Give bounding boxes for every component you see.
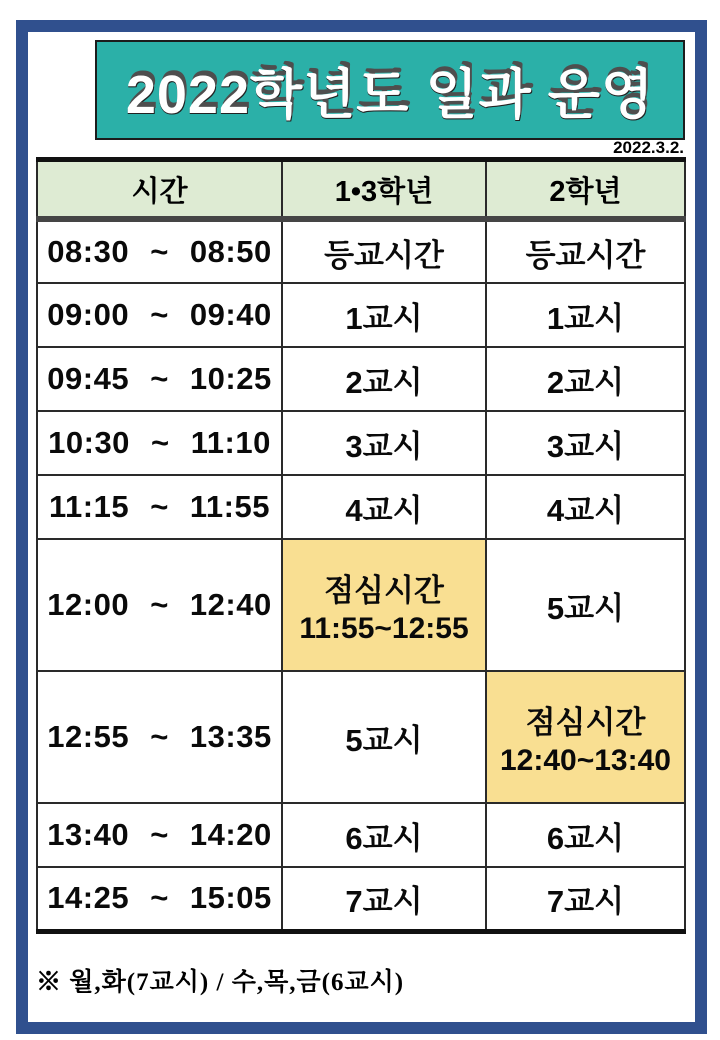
time-cell: 11:15 ~ 11:55	[37, 475, 282, 539]
page-content	[28, 32, 695, 1022]
page-border-frame	[16, 20, 707, 1034]
grade2-cell: 3교시	[486, 411, 685, 475]
grade2-cell: 등교시간	[486, 219, 685, 283]
time-cell: 10:30 ~ 11:10	[37, 411, 282, 475]
date-label: 2022.3.2.	[613, 138, 684, 157]
grade2-cell: 2교시	[486, 347, 685, 411]
grade13-cell: 7교시	[282, 867, 486, 931]
time-cell: 08:30 ~ 08:50	[37, 219, 282, 283]
table-row	[37, 803, 685, 867]
table-row	[37, 539, 685, 671]
lunch-time-range: 11:55~12:55	[299, 611, 469, 645]
lunch-label: 점심시간	[525, 704, 646, 740]
grade13-cell: 1교시	[282, 283, 486, 347]
table-row	[37, 283, 685, 347]
grade13-cell: 2교시	[282, 347, 486, 411]
time-cell: 09:00 ~ 09:40	[37, 283, 282, 347]
grade13-cell: 3교시	[282, 411, 486, 475]
lunch-label: 점심시간	[324, 572, 444, 608]
grade2-cell: 6교시	[486, 803, 685, 867]
time-cell: 12:00 ~ 12:40	[37, 539, 282, 671]
time-cell: 09:45 ~ 10:25	[37, 347, 282, 411]
table-row	[37, 671, 685, 803]
column-header-time: 시간	[37, 160, 282, 220]
table-row	[37, 411, 685, 475]
grade2-cell: 7교시	[486, 867, 685, 931]
time-cell: 12:55 ~ 13:35	[37, 671, 282, 803]
table-row	[37, 475, 685, 539]
grade13-cell: 등교시간	[282, 219, 486, 283]
footnote: ※ 월,화(7교시) / 수,목,금(6교시)	[36, 969, 405, 996]
grade2-cell: 5교시	[486, 539, 685, 671]
grade13-cell: 6교시	[282, 803, 486, 867]
table-row	[37, 867, 685, 931]
title-banner	[95, 40, 685, 140]
table-row	[37, 219, 685, 283]
grade13-cell: 4교시	[282, 475, 486, 539]
lunch-cell-grade13	[282, 539, 486, 671]
grade2-cell: 4교시	[486, 475, 685, 539]
schedule-table	[36, 157, 686, 934]
grade2-cell: 1교시	[486, 283, 685, 347]
column-header-grade13: 1•3학년	[282, 160, 486, 220]
page-title: 2022학년도 일과 운영	[125, 64, 655, 125]
column-header-grade2: 2학년	[486, 160, 685, 220]
lunch-time-range: 12:40~13:40	[500, 743, 671, 777]
time-cell: 13:40 ~ 14:20	[37, 803, 282, 867]
header-row	[37, 160, 685, 220]
lunch-cell-grade2	[486, 671, 685, 803]
grade13-cell: 5교시	[282, 671, 486, 803]
time-cell: 14:25 ~ 15:05	[37, 867, 282, 931]
table-row	[37, 347, 685, 411]
